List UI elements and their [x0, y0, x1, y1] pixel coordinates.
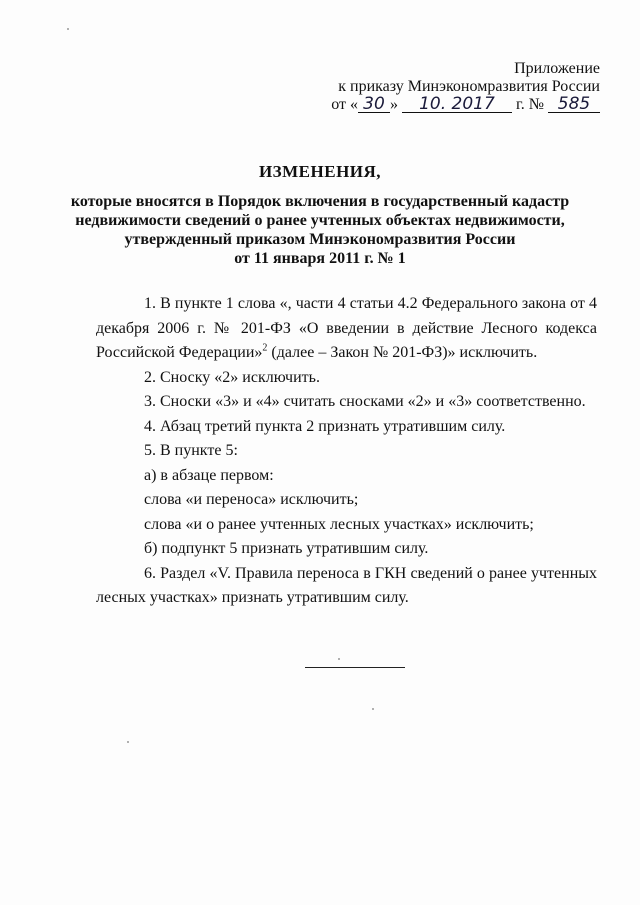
document-title — [40, 162, 600, 268]
item-1-text-b: (далее – Закон № 201-ФЗ)» исключить. — [267, 344, 538, 361]
title-sub-line-4: от 11 января 2011 г. № 1 — [234, 250, 406, 267]
handwritten-order-number: 585 — [548, 96, 600, 113]
footnote-ref: 2 — [262, 342, 268, 354]
title-main: ИЗМЕНЕНИЯ, — [258, 162, 382, 181]
title-sub-line-2: недвижимости сведений о ранее учтенных объектах недвижимости, — [75, 212, 565, 229]
year-number-label: г. № — [515, 96, 544, 113]
title-sub-line-1: которые вносятся в Порядок включения в государственный кадастр — [70, 193, 570, 210]
scan-speck — [372, 708, 374, 710]
approval-stamp — [330, 60, 600, 114]
item-5a: а) в абзаце первом: — [144, 466, 274, 484]
item-6: 6. Раздел «V. Правила переноса в ГКН сведений о ранее учтенных лесных участках» признать утратившим силу. — [96, 564, 597, 606]
end-divider — [305, 667, 405, 668]
handwritten-month-year: 10. 2017 — [402, 96, 512, 113]
scan-speck — [127, 741, 129, 743]
scan-speck — [338, 658, 340, 660]
item-1-text-a: 1. В пункте 1 слова «, части 4 статьи 4.2 Федерального закона от 4 декабря 2006 г. № 201-ФЗ «О введении в действие Лесного кодекса Российской Федерации» — [96, 295, 597, 361]
item-5b: б) подпункт 5 признать утратившим силу. — [144, 540, 429, 557]
title-subtitle — [40, 192, 600, 268]
item-4: 4. Абзац третий пункта 2 признать утратившим силу. — [144, 417, 506, 435]
item-2: 2. Сноску «2» исключить. — [144, 368, 320, 386]
approval-line-order: к приказу Минэкономразвития России — [338, 78, 600, 95]
approval-line-annex: Приложение — [514, 60, 600, 77]
handwritten-day: 30 — [358, 96, 390, 113]
approval-line-date — [330, 96, 600, 114]
date-prefix: от « — [331, 96, 358, 113]
title-sub-line-3: утвержденный приказом Минэкономразвития России — [124, 231, 516, 248]
document-body — [96, 292, 597, 611]
item-5a-1: слова «и переноса» исключить; — [144, 491, 359, 508]
date-close: » — [389, 96, 398, 113]
item-5a-2: слова «и о ранее учтенных лесных участках» исключить; — [144, 515, 534, 533]
scan-speck — [67, 28, 69, 30]
item-3: 3. Сноски «3» и «4» считать сносками «2» и «3» соответственно. — [144, 393, 586, 410]
item-5: 5. В пункте 5: — [144, 442, 238, 459]
item-1 — [96, 292, 597, 366]
